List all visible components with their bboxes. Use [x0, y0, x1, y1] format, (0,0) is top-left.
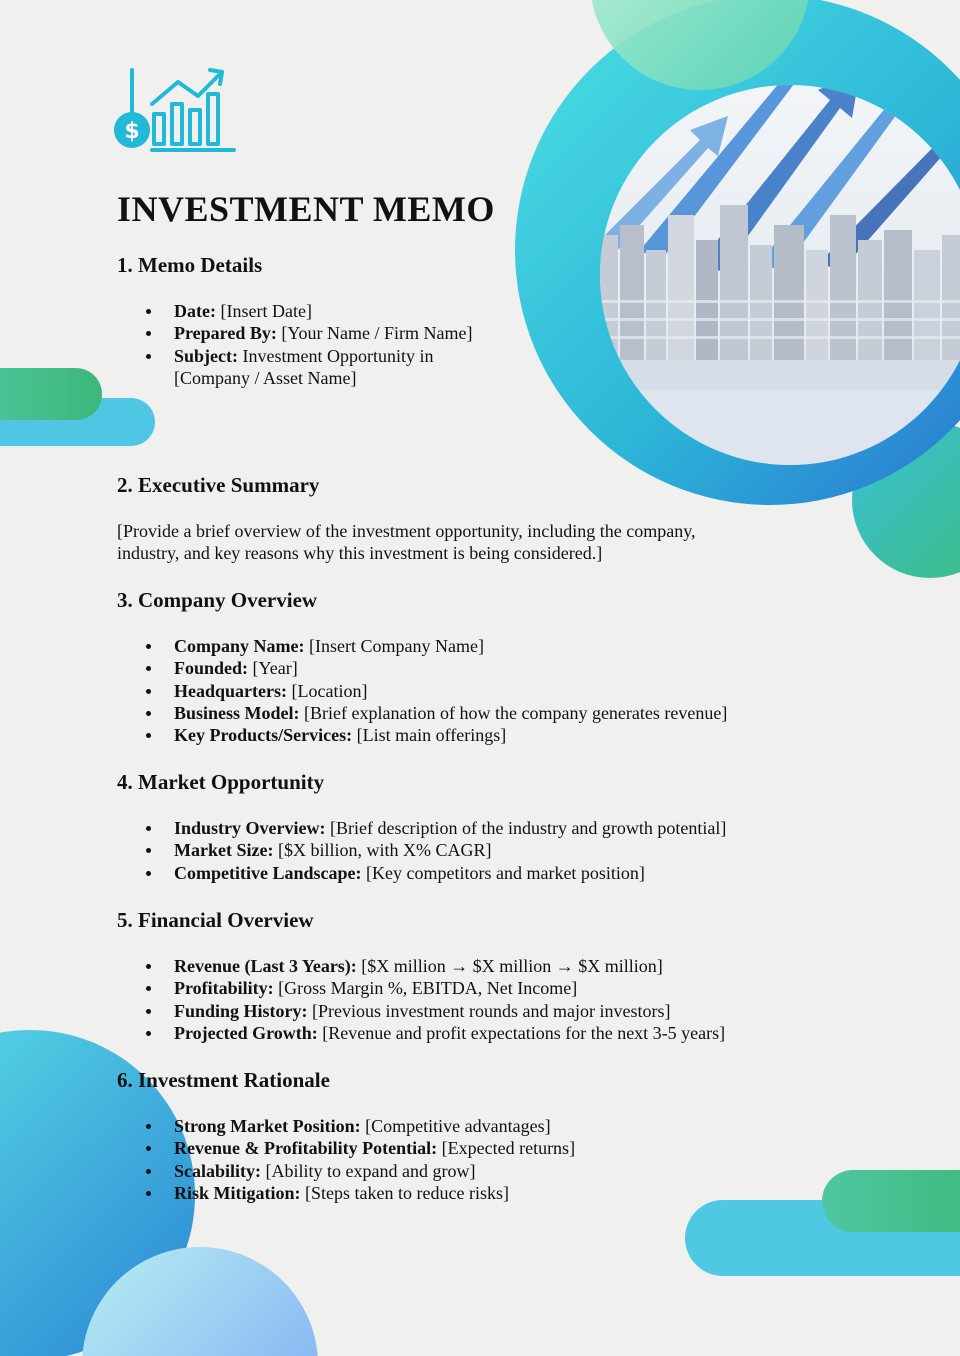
list-item: Strong Market Position: [Competitive advantages] [117, 1115, 575, 1137]
list-item: Founded: [Year] [117, 657, 727, 679]
list-item: Revenue & Profitability Potential: [Expected returns] [117, 1137, 575, 1159]
section-heading-executive-summary: 2. Executive Summary [117, 473, 320, 497]
list-item: Competitive Landscape: [Key competitors and market position] [117, 862, 726, 884]
financial-overview-list [117, 955, 725, 1044]
list-item: Risk Mitigation: [Steps taken to reduce risks] [117, 1182, 575, 1204]
list-item: Date: [Insert Date] [117, 300, 472, 322]
memo-details-list [117, 300, 472, 389]
list-item: Subject: Investment Opportunity in [Company / Asset Name] [117, 345, 472, 390]
list-item: Industry Overview: [Brief description of the industry and growth potential] [117, 817, 726, 839]
section-heading-financial-overview: 5. Financial Overview [117, 908, 314, 932]
company-overview-list [117, 635, 727, 746]
investment-growth-chart-icon [112, 64, 242, 160]
list-item: Prepared By: [Your Name / Firm Name] [117, 322, 472, 344]
list-item: Profitability: [Gross Margin %, EBITDA, Net Income] [117, 977, 725, 999]
list-item: Market Size: [$X billion, with X% CAGR] [117, 839, 726, 861]
executive-summary-text: [Provide a brief overview of the investment opportunity, including the company, industry, and key reasons why this investment is being considered.] [117, 521, 696, 564]
svg-text:$: $ [124, 119, 140, 144]
list-item: Funding History: [Previous investment rounds and major investors] [117, 1000, 725, 1022]
section-heading-company-overview: 3. Company Overview [117, 588, 318, 612]
list-item: Headquarters: [Location] [117, 680, 727, 702]
list-item: Revenue (Last 3 Years): [$X million → $X million → $X million] [117, 955, 725, 977]
list-item: Scalability: [Ability to expand and grow] [117, 1160, 575, 1182]
investment-rationale-list [117, 1115, 575, 1204]
list-item: Key Products/Services: [List main offerings] [117, 724, 727, 746]
section-heading-market-opportunity: 4. Market Opportunity [117, 770, 325, 794]
list-item: Projected Growth: [Revenue and profit expectations for the next 3-5 years] [117, 1022, 725, 1044]
section-heading-investment-rationale: 6. Investment Rationale [117, 1068, 330, 1092]
market-opportunity-list [117, 817, 726, 884]
section-heading-memo-details: 1. Memo Details [117, 253, 263, 277]
page-title: INVESTMENT MEMO [117, 189, 495, 229]
list-item: Business Model: [Brief explanation of how the company generates revenue] [117, 702, 727, 724]
list-item: Company Name: [Insert Company Name] [117, 635, 727, 657]
